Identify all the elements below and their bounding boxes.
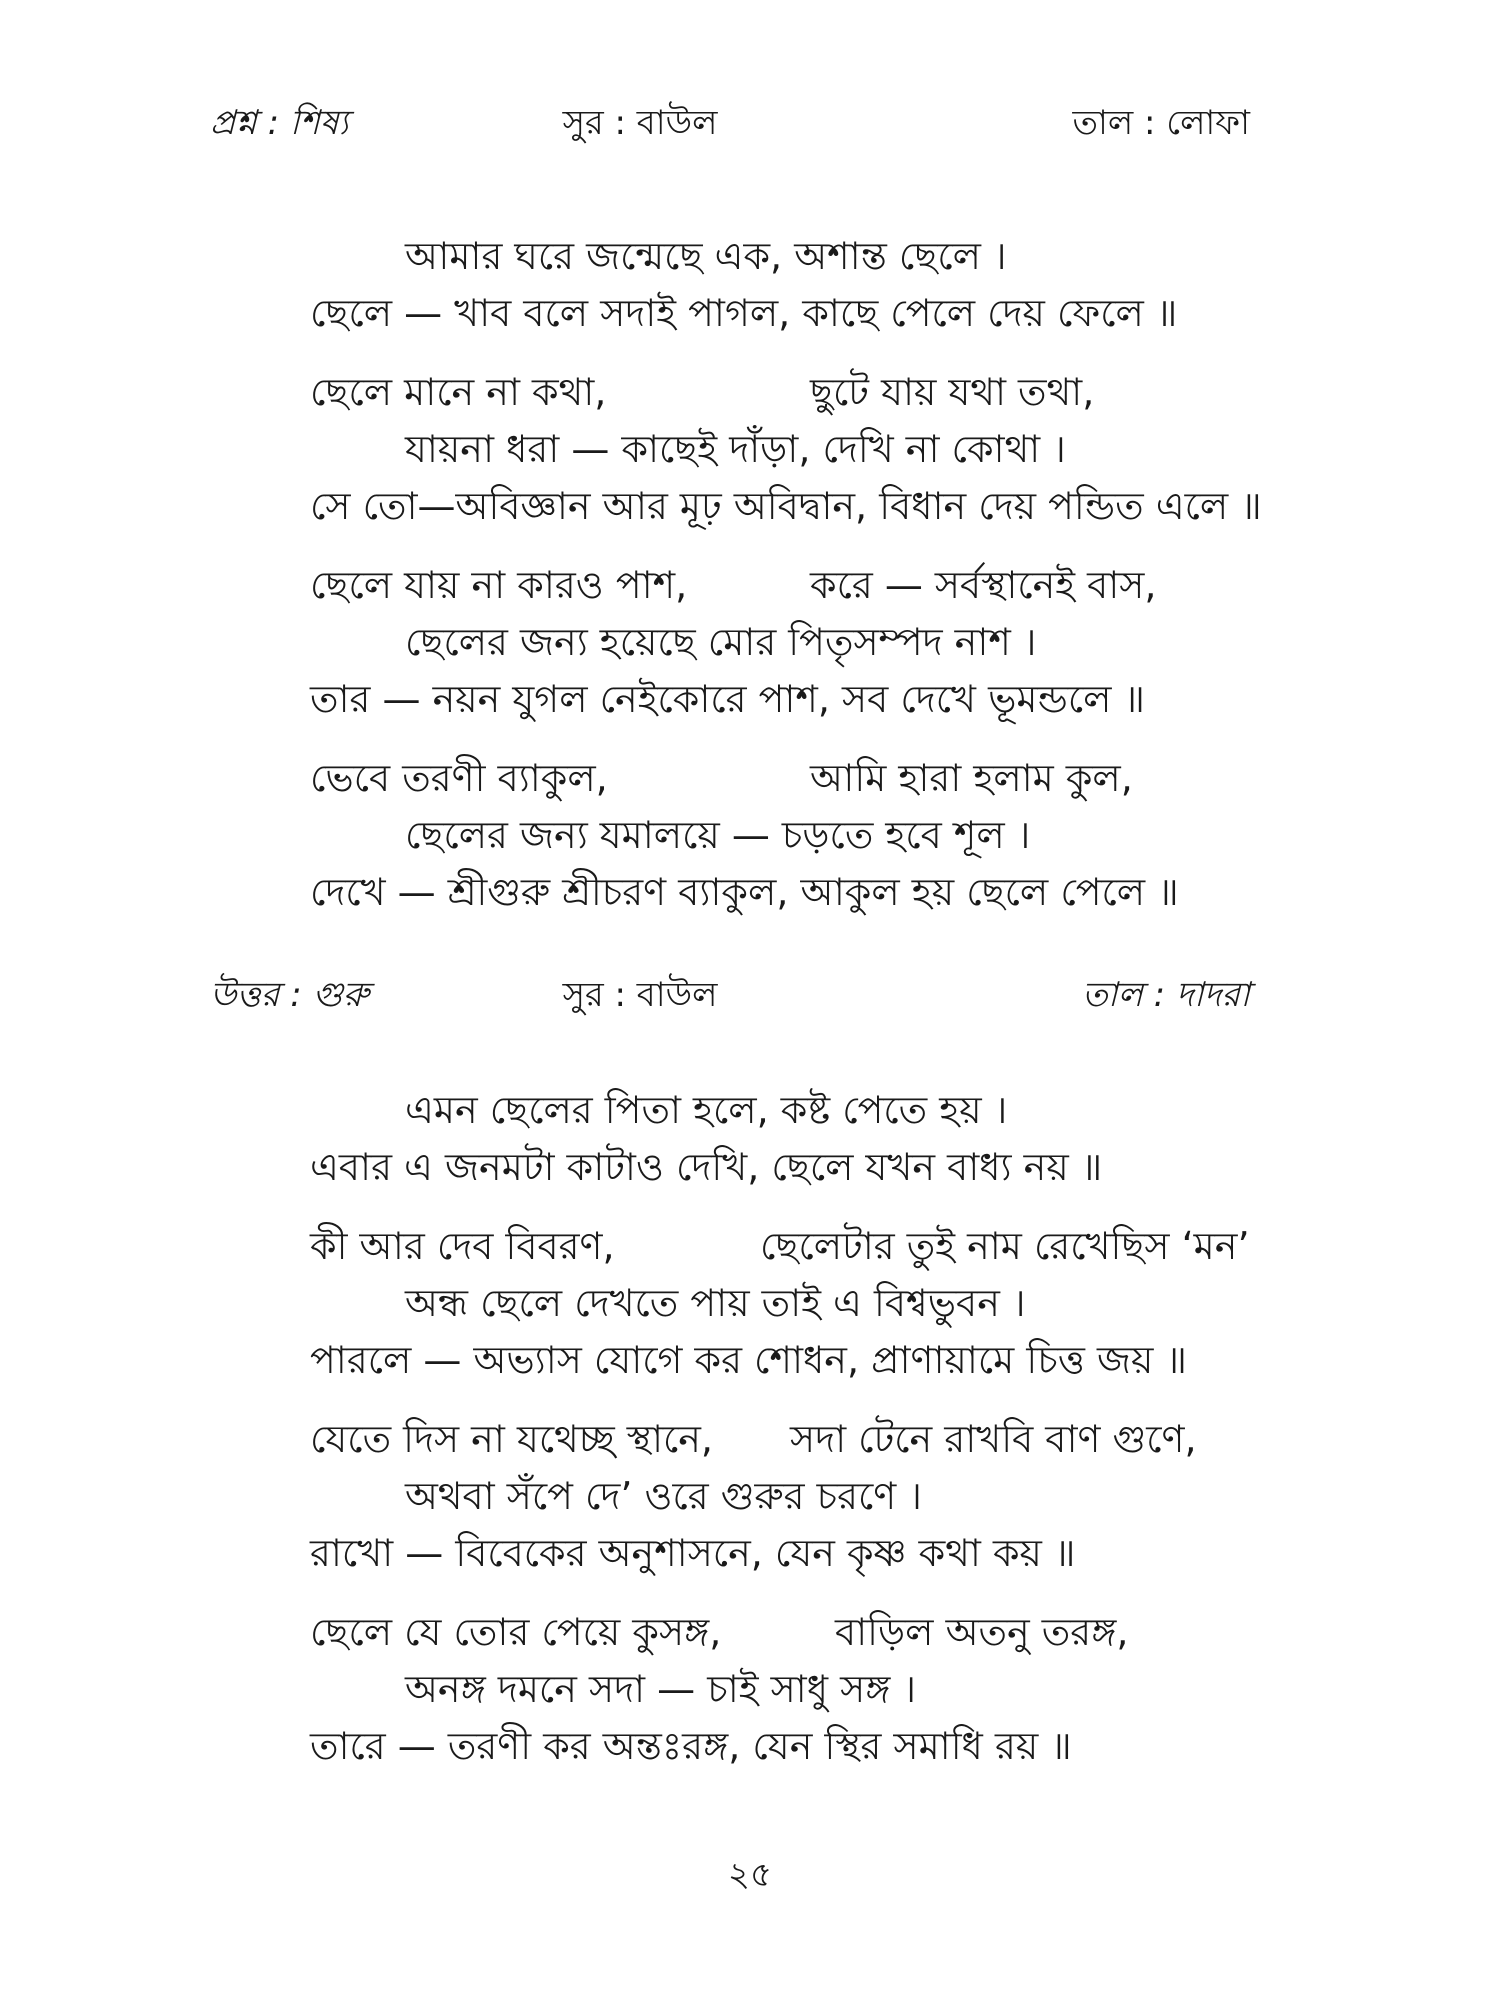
verse-line: ভেবে তরণী ব্যাকুল, আমি হারা হলাম কুল, [310, 756, 1133, 800]
header-tune-label: সুর : বাউল [562, 103, 718, 143]
page-number: ২৫ [727, 1855, 773, 1895]
verse-line: সে তো—অবিজ্ঞান আর মূঢ় অবিদ্বান, বিধান দেয় পন্ডিত এলে ॥ [310, 484, 1262, 528]
verse-line: অনঙ্গ দমনে সদা — চাই সাধু সঙ্গ । [405, 1667, 917, 1711]
verse-line: এবার এ জনমটা কাটাও দেখি, ছেলে যখন বাধ্য নয় ॥ [310, 1145, 1103, 1189]
verse-line: ছেলে মানে না কথা, ছুটে যায় যথা তথা, [310, 370, 1095, 414]
header-left-label: প্রশ্ন : শিষ্য [210, 103, 349, 143]
answer-header [0, 970, 1500, 1020]
header-tune-label: সুর : বাউল [562, 975, 718, 1015]
verse-line: দেখে — শ্রীগুরু শ্রীচরণ ব্যাকুল, আকুল হয় ছেলে পেলে ॥ [310, 870, 1179, 914]
verse-line: ছেলে যে তোর পেয়ে কুসঙ্গ, বাড়িল অতনু তরঙ্গ, [310, 1610, 1129, 1654]
header-rhythm-label: তাল : লোফা [1072, 103, 1250, 143]
verse-line: ছেলের জন্য যমালয়ে — চড়তে হবে শূল । [405, 813, 1031, 857]
verse-line: তারে — তরণী কর অন্তঃরঙ্গ, যেন স্থির সমাধি রয় ॥ [310, 1724, 1072, 1768]
verse-line: পারলে — অভ্যাস যোগে কর শোধন, প্রাণায়ামে চিত্ত জয় ॥ [310, 1338, 1187, 1382]
verse-line: অন্ধ ছেলে দেখতে পায় তাই এ বিশ্বভুবন । [405, 1281, 1026, 1325]
verse-line: যায়না ধরা — কাছেই দাঁড়া, দেখি না কোথা । [405, 427, 1066, 471]
verse-line: ছেলের জন্য হয়েছে মোর পিতৃসম্পদ নাশ । [405, 620, 1037, 664]
verse-line: ছেলে — খাব বলে সদাই পাগল, কাছে পেলে দেয় ফেলে ॥ [310, 291, 1178, 335]
verse-line: তার — নয়ন যুগল নেইকোরে পাশ, সব দেখে ভূমন্ডলে ॥ [310, 677, 1145, 721]
question-header [0, 98, 1500, 148]
verse-line: ছেলে যায় না কারও পাশ, করে — সর্বস্থানেই বাস, [310, 563, 1157, 607]
verse-line: অথবা সঁপে দে’ ওরে গুরুর চরণে । [405, 1474, 922, 1518]
verse-line: এমন ছেলের পিতা হলে, কষ্ট পেতে হয় । [405, 1088, 1008, 1132]
verse-line: যেতে দিস না যথেচ্ছ স্থানে, সদা টেনে রাখবি বাণ গুণে, [310, 1417, 1197, 1461]
header-left-label: উত্তর : গুরু [210, 975, 369, 1015]
verse-line: রাখো — বিবেকের অনুশাসনে, যেন কৃষ্ণ কথা কয় ॥ [310, 1531, 1076, 1575]
verse-line: কী আর দেব বিবরণ, ছেলেটার তুই নাম রেখেছিস ‘মন’ [310, 1224, 1250, 1268]
header-rhythm-label: তাল : দাদরা [1082, 975, 1250, 1015]
verse-line: আমার ঘরে জন্মেছে এক, অশান্ত ছেলে । [405, 234, 1007, 278]
